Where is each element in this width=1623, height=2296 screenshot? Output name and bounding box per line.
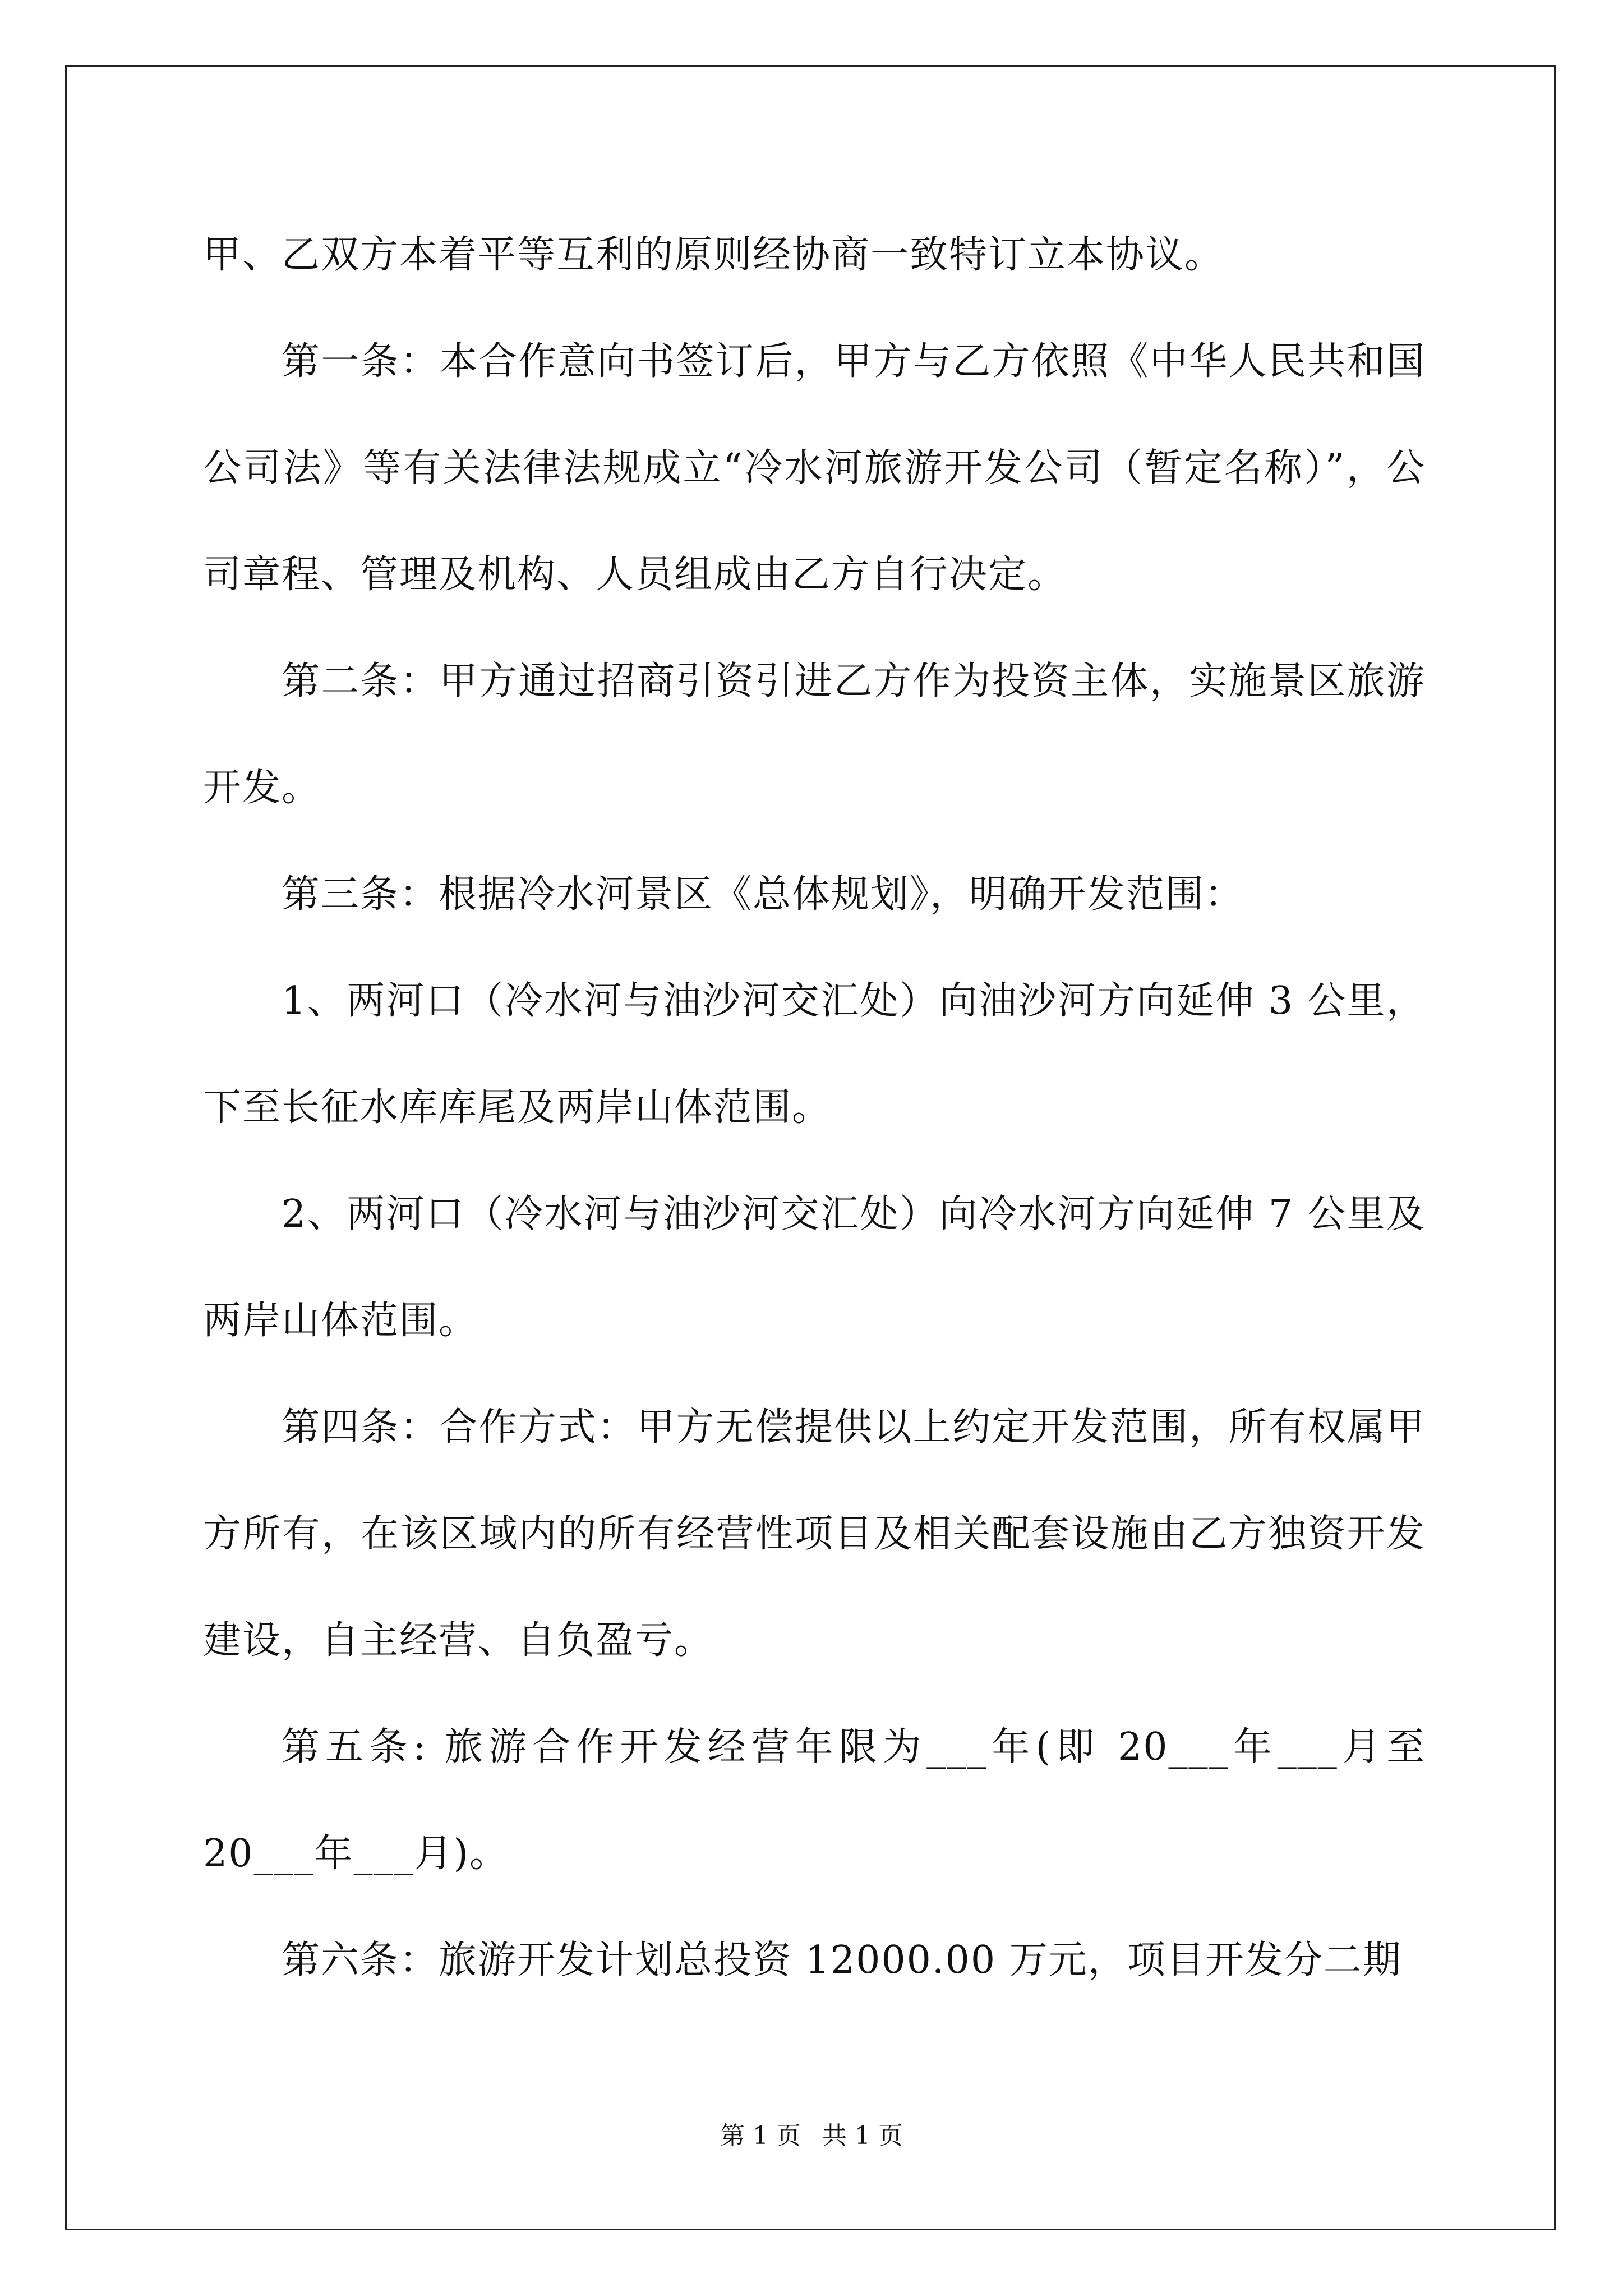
page-number-total: 共 1 页 (822, 2122, 903, 2150)
paragraph-scope-1: 1、两河口（冷水河与油沙河交汇处）向油沙河方向延伸 3 公里，下至长征水库库尾及两岸山体范围。 (203, 979, 1426, 1130)
paragraph-article-3: 第三条：根据冷水河景区《总体规划》，明确开发范围： (282, 872, 1244, 917)
page-number-current: 第 1 页 (720, 2122, 801, 2150)
document-body (203, 202, 1426, 2014)
paragraph-article-5: 第五条: 旅游合作开发经营年限为___年(即 20___年___月至 20___年___月)。 (203, 1725, 1426, 1876)
paragraph-scope-2: 2、两河口（冷水河与油沙河交汇处）向冷水河方向延伸 7 公里及两岸山体范围。 (203, 1192, 1426, 1343)
paragraph-article-1: 第一条：本合作意向书签订后，甲方与乙方依照《中华人民共和国公司法》等有关法律法规成立“冷水河旅游开发公司（暂定名称）”，公司章程、管理及机构、人员组成由乙方自行决定。 (203, 339, 1426, 597)
paragraph-article-2: 第二条：甲方通过招商引资引进乙方作为投资主体，实施景区旅游开发。 (203, 659, 1426, 810)
page-footer (0, 2119, 1623, 2153)
paragraph-article-6: 第六条：旅游开发计划总投资 12000.00 万元，项目开发分二期 (282, 1938, 1402, 1982)
paragraph-intro: 甲、乙双方本着平等互利的原则经协商一致特订立本协议。 (203, 233, 1224, 277)
paragraph-article-4: 第四条：合作方式：甲方无偿提供以上约定开发范围，所有权属甲方所有，在该区域内的所有经营性项目及相关配套设施由乙方独资开发建设，自主经营、自负盈亏。 (203, 1405, 1426, 1663)
